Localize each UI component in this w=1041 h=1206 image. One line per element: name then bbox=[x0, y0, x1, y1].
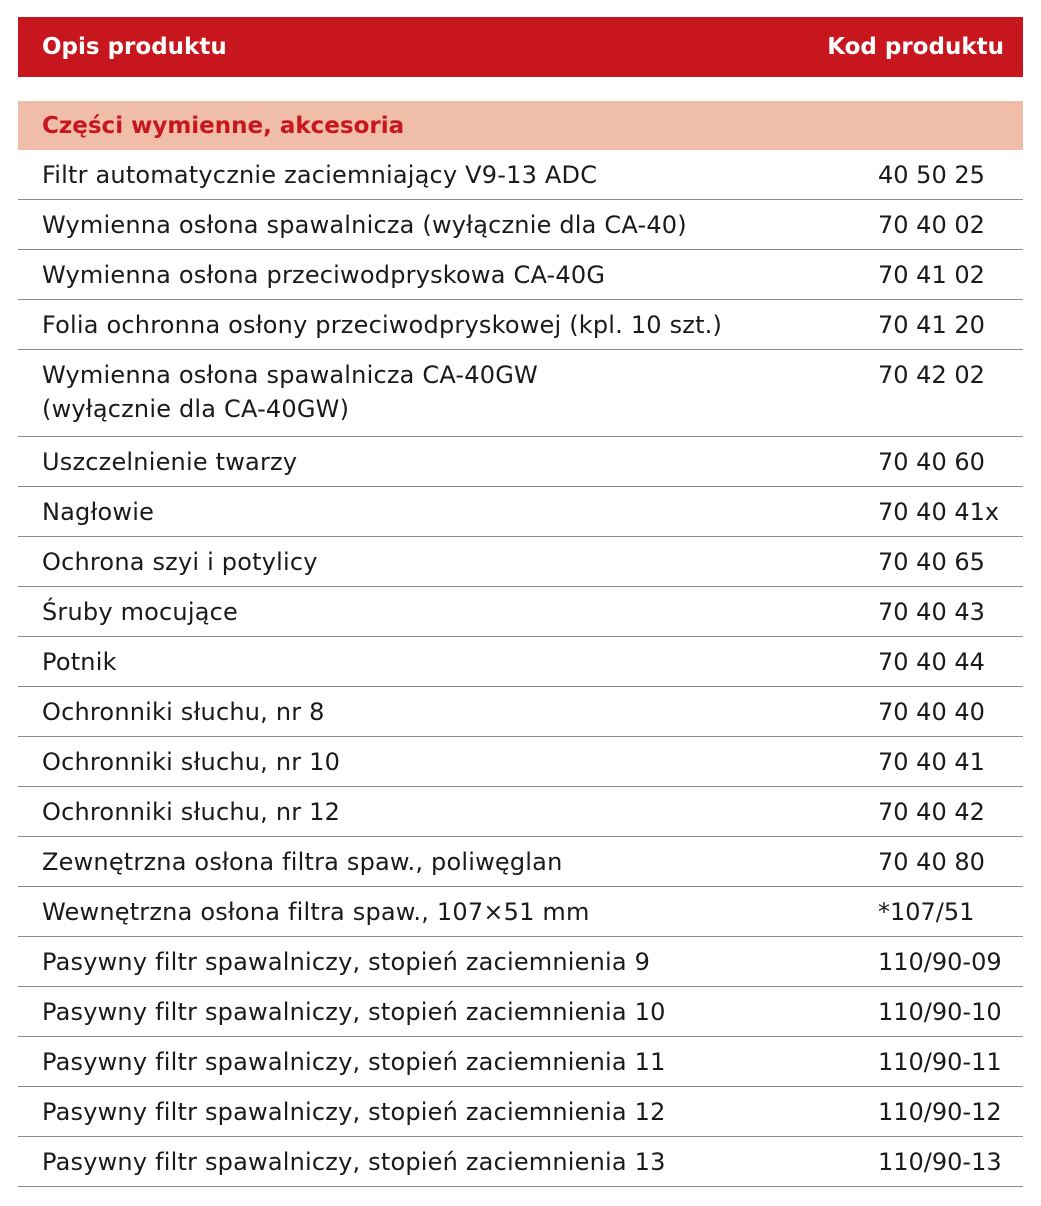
product-description: Pasywny filtr spawalniczy, stopień zaciemnienia 13 bbox=[42, 1148, 666, 1176]
table-row bbox=[18, 350, 1023, 437]
product-code: 70 40 65 bbox=[878, 548, 985, 576]
section-heading bbox=[18, 101, 1023, 150]
product-code: 70 40 40 bbox=[878, 698, 985, 726]
table-row bbox=[18, 150, 1023, 200]
product-description: Pasywny filtr spawalniczy, stopień zaciemnienia 11 bbox=[42, 1048, 666, 1076]
product-description: Wymienna osłona spawalnicza CA-40GW (wyłącznie dla CA-40GW) bbox=[42, 361, 538, 423]
table-row bbox=[18, 537, 1023, 587]
product-description: Ochronniki słuchu, nr 12 bbox=[42, 798, 341, 826]
section-title: Części wymienne, akcesoria bbox=[42, 112, 405, 139]
product-description: Zewnętrzna osłona filtra spaw., poliwęglan bbox=[42, 848, 563, 876]
product-code: 70 40 02 bbox=[878, 211, 985, 239]
table-row bbox=[18, 587, 1023, 637]
product-description: Pasywny filtr spawalniczy, stopień zaciemnienia 9 bbox=[42, 948, 651, 976]
table-row bbox=[18, 937, 1023, 987]
product-code: 110/90-12 bbox=[878, 1098, 1002, 1126]
table-row bbox=[18, 250, 1023, 300]
table-row bbox=[18, 987, 1023, 1037]
product-description: Nagłowie bbox=[42, 498, 155, 526]
product-description: Pasywny filtr spawalniczy, stopień zaciemnienia 10 bbox=[42, 998, 666, 1026]
header-description-label: Opis produktu bbox=[42, 34, 227, 60]
product-description: Wymienna osłona spawalnicza (wyłącznie dla CA-40) bbox=[42, 211, 687, 239]
table-row bbox=[18, 487, 1023, 537]
product-table-body bbox=[18, 150, 1023, 1187]
product-code: 70 41 20 bbox=[878, 311, 985, 339]
product-description: Wymienna osłona przeciwodpryskowa CA-40G bbox=[42, 261, 606, 289]
product-code: 70 40 41 bbox=[878, 748, 985, 776]
table-row bbox=[18, 637, 1023, 687]
product-description: Ochronniki słuchu, nr 10 bbox=[42, 748, 341, 776]
table-row bbox=[18, 300, 1023, 350]
product-description: Potnik bbox=[42, 648, 117, 676]
product-code: 110/90-09 bbox=[878, 948, 1002, 976]
product-code: 70 41 02 bbox=[878, 261, 985, 289]
product-description: Uszczelnienie twarzy bbox=[42, 448, 298, 476]
table-row bbox=[18, 1087, 1023, 1137]
product-code: 110/90-13 bbox=[878, 1148, 1002, 1176]
product-code: 70 40 44 bbox=[878, 648, 985, 676]
product-code: 110/90-11 bbox=[878, 1048, 1002, 1076]
product-code: 70 40 80 bbox=[878, 848, 985, 876]
product-code: 70 40 60 bbox=[878, 448, 985, 476]
product-description: Filtr automatycznie zaciemniający V9-13 ADC bbox=[42, 161, 598, 189]
table-row bbox=[18, 1137, 1023, 1187]
product-code: 70 40 41x bbox=[878, 498, 1000, 526]
product-code: 70 40 42 bbox=[878, 798, 985, 826]
table-row bbox=[18, 687, 1023, 737]
product-description: Wewnętrzna osłona filtra spaw., 107×51 mm bbox=[42, 898, 590, 926]
product-description: Ochrona szyi i potylicy bbox=[42, 548, 318, 576]
table-row bbox=[18, 837, 1023, 887]
table-row bbox=[18, 200, 1023, 250]
product-code: 40 50 25 bbox=[878, 161, 985, 189]
table-row bbox=[18, 787, 1023, 837]
header-code-label: Kod produktu bbox=[827, 34, 1004, 60]
product-description: Pasywny filtr spawalniczy, stopień zaciemnienia 12 bbox=[42, 1098, 666, 1126]
product-code: 70 40 43 bbox=[878, 598, 985, 626]
product-code: 110/90-10 bbox=[878, 998, 1002, 1026]
table-header bbox=[18, 17, 1023, 77]
table-row bbox=[18, 437, 1023, 487]
table-row bbox=[18, 887, 1023, 937]
product-description: Śruby mocujące bbox=[42, 598, 238, 626]
product-description: Ochronniki słuchu, nr 8 bbox=[42, 698, 325, 726]
product-code: *107/51 bbox=[878, 898, 975, 926]
product-description: Folia ochronna osłony przeciwodpryskowej (kpl. 10 szt.) bbox=[42, 311, 723, 339]
product-code: 70 42 02 bbox=[878, 361, 985, 389]
table-row bbox=[18, 1037, 1023, 1087]
table-row bbox=[18, 737, 1023, 787]
